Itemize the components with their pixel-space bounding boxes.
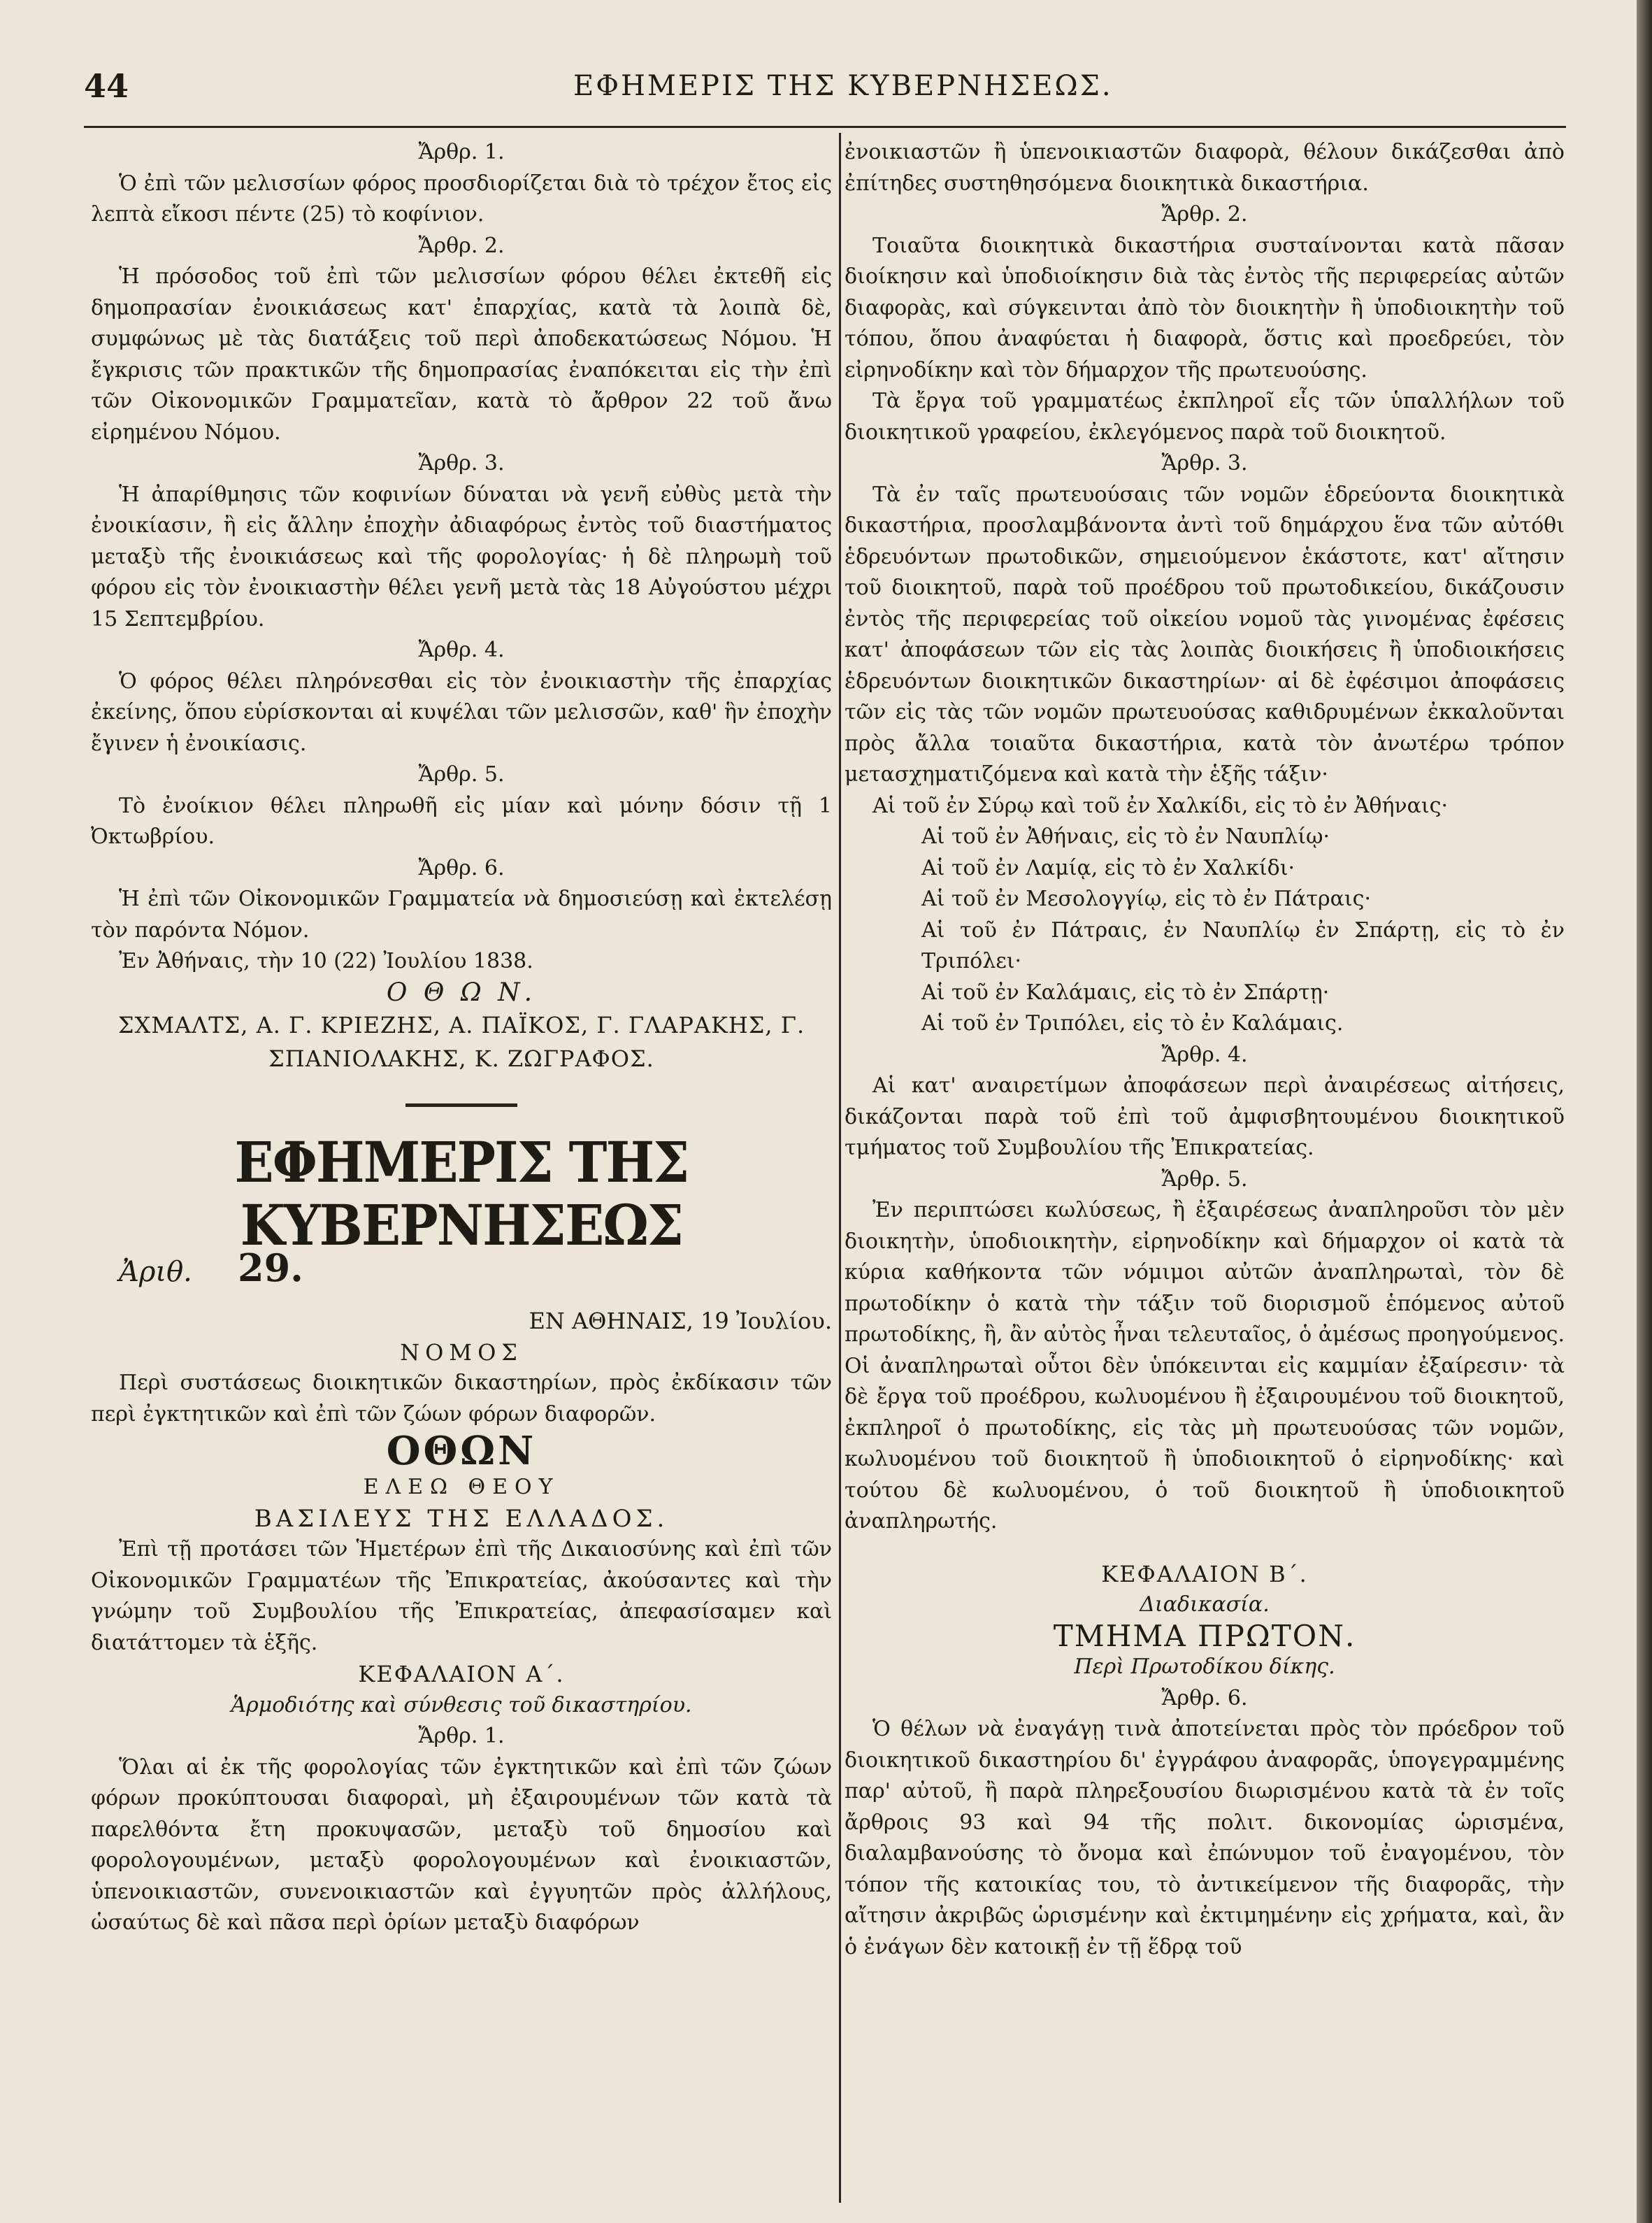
- article-text: Τὰ ἐν ταῖς πρωτευούσαις τῶν νομῶν ἑδρεύοντα διοικητικὰ δικαστήρια, προσλαμβάνοντα ἀντὶ τοῦ δημάρχου ἕνα τῶν αὐτόθι ἑδρευόντων πρωτοδικῶν, σημειούμενον ἑκάστοτε, κατ' αἴτησιν τοῦ διοικητοῦ, παρὰ τοῦ προέδρου τοῦ πρωτοδικείου, δικάζουσιν ἐντὸς τῆς περιφερείας τοῦ οἰκείου νομοῦ τὰς γινομένας ἐφέσεις κατ' ἀποφάσεων τῶν εἰς τὰς λοιπὰς διοικήσεις ἢ ὑποδιοικήσεις ἑδρευόντων διοικητικῶν δικαστηρίων· αἱ δὲ ἐφέσιμοι ἀποφάσεις τῶν εἰς τὰς τῶν νομῶν πρωτευούσας καθιδρυμένων ἐκκαλοῦνται πρὸς ἄλλα τοιαῦτα δικαστήρια, κατὰ τὸν ἀνωτέρω τρόπον μετασχηματιζόμενα καὶ κατὰ τὴν ἑξῆς τάξιν·: [845, 482, 1565, 787]
- article-text: Ἡ ἀπαρίθμησις τῶν κοφινίων δύναται νὰ γενῆ εὐθὺς μετὰ τὴν ἐνοικίασιν, ἢ εἰς ἄλλην ἐποχὴν ἀδιαφόρως ἐντὸς τοῦ διαστήματος μεταξὺ τῆς ἐνοικιάσεως καὶ τῆς φορολογίας· ἡ δὲ πληρωμὴ τοῦ φόρου εἰς τὸν ἐνοικιαστὴν θέλει γενῆ μετὰ τὰς 18 Αὐγούστου μέχρι 15 Σεπτεμβρίου.: [91, 482, 832, 631]
- section-heading: ΤΜΗΜΑ ΠΡΩΤΟΝ.: [1053, 1618, 1356, 1653]
- running-title: ΕΦΗΜΕΡΙΣ ΤΗΣ ΚΥΒΕΡΝΗΣΕΩΣ.: [573, 70, 1113, 102]
- minister-signatures: ΣΧΜΑΛΤΣ, Α. Γ. ΚΡΙΕΖΗΣ, Α. ΠΑΪΚΟΣ, Γ. ΓΛΑΡΑΚΗΣ, Γ. ΣΠΑΝΙΟΛΑΚΗΣ, Κ. ΖΩΓΡΑΦΟΣ.: [117, 1012, 805, 1072]
- by-grace-of-god: ΕΛΕΩ ΘΕΟΥ: [363, 1475, 560, 1499]
- chapter-title: Ἁρμοδιότης καὶ σύνθεσις τοῦ δικαστηρίου.: [231, 1692, 692, 1717]
- article-heading: Ἄρθρ. 2.: [418, 233, 505, 258]
- masthead: ΕΦΗΜΕΡΙΣ ΤΗΣ ΚΥΒΕΡΝΗΣΕΩΣ: [234, 1129, 689, 1258]
- king-signature: Ο Θ Ω Ν.: [386, 978, 537, 1007]
- article-text: Τοιαῦτα διοικητικὰ δικαστήρια συσταίνονται κατὰ πᾶσαν διοίκησιν καὶ ὑποδιοίκησιν διὰ τὰς ἐντὸς τῆς περιφερείας αὐτῶν διαφορὰς, καὶ σύγκεινται ἀπὸ τὸν διοικητὴν ἢ ὑποδιοικητὴν τοῦ τόπου, ὅπου ἀναφύεται ἡ διαφορὰ, ὅστις καὶ προεδρεύει, τὸν εἰρηνοδίκην καὶ τὸν δήμαρχον τῆς πρωτευούσης.: [845, 233, 1565, 383]
- article-text: Ὁ θέλων νὰ ἐναγάγῃ τινὰ ἀποτείνεται πρὸς τὸν πρόεδρον τοῦ διοικητικοῦ δικαστηρίου δι' ἐγγράφου ἀναφορᾶς, ὑπογεγραμμένης παρ' αὐτοῦ, ἢ παρὰ πληρεξουσίου διωρισμένου κατὰ τὰ ἐν τοῖς ἄρθροις 93 καὶ 94 τῆς πολιτ. δικονομίας ὡρισμένα, διαλαμβανούσης τὸ ὄνομα καὶ ἐπώνυμον τοῦ ἐναγομένου, τὸν τόπον τῆς κατοικίας του, τὸ ἀντικείμενον τῆς διαφορᾶς, τὴν αἴτησιν ἀκριβῶς ὡρισμένην καὶ ἐκτιμημένην εἰς χρήματα, καὶ, ἂν ὁ ἐνάγων δὲν κατοικῇ ἐν τῇ ἕδρᾳ τοῦ: [845, 1717, 1565, 1959]
- article-heading: Ἄρθρ. 1.: [418, 140, 505, 164]
- chapter-title: Διαδικασία.: [1140, 1592, 1270, 1617]
- article-heading: Ἄρθρ. 5.: [418, 762, 505, 787]
- law-heading: ΝΟΜΟΣ: [400, 1338, 523, 1366]
- list-item: Αἱ τοῦ ἐν Λαμίᾳ, εἰς τὸ ἐν Χαλκίδι·: [921, 855, 1295, 880]
- article-text: Τὰ ἔργα τοῦ γραμματέως ἐκπληροῖ εἷς τῶν ὑπαλλήλων τοῦ διοικητικοῦ γραφείου, ἐκλεγόμενος παρὰ τοῦ διοικητοῦ.: [845, 389, 1565, 445]
- law-title: Περὶ συστάσεως διοικητικῶν δικαστηρίων, πρὸς ἐκδίκασιν τῶν περὶ ἐγκτητικῶν καὶ ἐπὶ τῶν ζώων φόρων διαφορῶν.: [91, 1371, 832, 1427]
- article-text: Ὁ ἐπὶ τῶν μελισσίων φόρος προσδιορίζεται διὰ τὸ τρέχον ἔτος εἰς λεπτὰ εἴκοσι πέντε (25) τὸ κοφίνιον.: [91, 171, 832, 227]
- list-item: Αἱ τοῦ ἐν Σύρῳ καὶ τοῦ ἐν Χαλκίδι, εἰς τὸ ἐν Ἀθήναις·: [872, 793, 1449, 818]
- column-rule: [839, 133, 841, 2203]
- article-heading: Ἄρθρ. 3.: [1161, 451, 1248, 476]
- article-heading: Ἄρθρ. 6.: [418, 855, 505, 880]
- running-head: [84, 67, 1538, 116]
- page-number: 44: [84, 67, 129, 105]
- issue-number: 29.: [238, 1245, 303, 1290]
- list-item: Αἱ τοῦ ἐν Μεσολογγίῳ, εἰς τὸ ἐν Πάτραις·: [921, 887, 1372, 911]
- continued-text: ἐνοικιαστῶν ἢ ὑπενοικιαστῶν διαφορὰ, θέλουν δικάζεσθαι ἀπὸ ἐπίτηδες συστηθησόμενα διοικητικὰ δικαστήρια.: [845, 140, 1565, 196]
- king-name: ΟΘΩΝ: [386, 1428, 537, 1474]
- article-heading: Ἄρθρ. 4.: [1161, 1042, 1248, 1067]
- right-column: [845, 137, 1565, 1963]
- list-item: Αἱ τοῦ ἐν Πάτραις, ἐν Ναυπλίῳ ἐν Σπάρτῃ, εἰς τὸ ἐν Τριπόλει·: [921, 917, 1565, 973]
- dateline: ΕΝ ΑΘΗΝΑΙΣ, 19 Ἰουλίου.: [529, 1308, 832, 1334]
- header-rule: [84, 126, 1566, 128]
- article-heading: Ἄρθρ. 3.: [418, 451, 505, 476]
- left-column: [91, 137, 832, 1939]
- list-item: Αἱ τοῦ ἐν Τριπόλει, εἰς τὸ ἐν Καλάμαις.: [921, 1011, 1344, 1036]
- king-title: ΒΑΣΙΛΕΥΣ ΤΗΣ ΕΛΛΑΔΟΣ.: [254, 1504, 669, 1533]
- book-spine-shadow: [1637, 0, 1652, 2223]
- section-title: Περὶ Πρωτοδίκου δίκης.: [1074, 1654, 1335, 1679]
- article-text: Αἱ κατ' αναιρετίμων ἀποφάσεων περὶ ἀναιρέσεως αἰτήσεις, δικάζονται παρὰ τοῦ ἐπὶ τοῦ ἀμφισβητουμένου διοικητικοῦ τμήματος τοῦ Συμβουλίου τῆς Ἐπικρατείας.: [845, 1073, 1565, 1160]
- article-text: Τὸ ἐνοίκιον θέλει πληρωθῆ εἰς μίαν καὶ μόνην δόσιν τῇ 1 Ὀκτωβρίου.: [91, 793, 832, 849]
- article-heading: Ἄρθρ. 4.: [418, 638, 505, 662]
- list-item: Αἱ τοῦ ἐν Ἀθήναις, εἰς τὸ ἐν Ναυπλίῳ·: [921, 824, 1330, 849]
- chapter-heading: ΚΕΦΑΛΑΙΟΝ Β΄.: [1101, 1560, 1308, 1587]
- issue-label: Ἀριθ.: [119, 1256, 192, 1288]
- section-divider: [405, 1103, 517, 1107]
- article-heading: Ἄρθρ. 1.: [418, 1724, 505, 1748]
- article-text: Ἐν περιπτώσει κωλύσεως, ἢ ἐξαιρέσεως ἀναπληροῦσι τὸν μὲν διοικητὴν, ὑποδιοικητὴν, εἰρηνοδίκην καὶ δήμαρχον οἱ κατὰ τὰ κύρια καθήκοντα τῶν νόμιμοι αὐτῶν ἀναπληρωταὶ, τὸν δὲ πρωτοδίκην ὁ κατὰ τὴν τάξιν τοῦ διορισμοῦ ἑπόμενος αὐτοῦ πρωτοδίκης, ἢ, ἂν αὐτὸς ἦναι τελευταῖος, ὁ ἀμέσως προηγούμενος. Οἱ ἀναπληρωταὶ οὗτοι δὲν ὑπόκεινται εἰς καμμίαν ἐξαίρεσιν· τὰ δὲ ἔργα τοῦ προέδρου, κωλυομένου ἢ ἐξαιρουμένου τοῦ διοικητοῦ, ἐκπληροῖ ὁ πρωτοδίκης, εἰς τὰς μὴ πρωτευούσας τῶν νομῶν, κωλυομένου τοῦ διοικητοῦ ἢ ὑποδιοικητοῦ ὁ εἰρηνοδίκης· καὶ τούτου δὲ κωλυομένου, ὁ τοῦ διοικητοῦ ἢ ὑποδιοικητοῦ ἀναπληρωτής.: [845, 1198, 1565, 1534]
- article-text: Ὁ φόρος θέλει πληρόνεσθαι εἰς τὸν ἐνοικιαστὴν τῆς ἐπαρχίας ἐκείνης, ὅπου εὑρίσκονται αἱ κυψέλαι τῶν μελισσῶν, καθ' ἣν ἐποχὴν ἔγινεν ἡ ἐνοικίασις.: [91, 669, 832, 756]
- article-text: Ὅλαι αἱ ἐκ τῆς φορολογίας τῶν ἐγκτητικῶν καὶ ἐπὶ τῶν ζώων φόρων προκύπτουσαι διαφοραὶ, μὴ ἐξαιρουμένων τῶν κατὰ τὰ παρελθόντα ἔτη προκυψασῶν, μεταξὺ τοῦ δημοσίου καὶ φορολογουμένων, μεταξὺ φορολογουμένων καὶ ἐνοικιαστῶν, ὑπενοικιαστῶν, συνενοικιαστῶν καὶ ἐγγυητῶν πρὸς ἀλλήλους, ὡσαύτως δὲ καὶ πᾶσα περὶ ὁρίων μεταξὺ διαφόρων: [91, 1754, 832, 1935]
- preamble: Ἐπὶ τῇ προτάσει τῶν Ἡμετέρων ἐπὶ τῆς Δικαιοσύνης καὶ ἐπὶ τῶν Οἰκονομικῶν Γραμματέων τῆς Ἐπικρατείας, ἀκούσαντες καὶ τὴν γνώμην τοῦ Συμβουλίου τῆς Ἐπικρατείας, ἀπεφασίσαμεν καὶ διατάττομεν τὰ ἑξῆς.: [91, 1537, 832, 1655]
- article-heading: Ἄρθρ. 6.: [1161, 1685, 1248, 1710]
- chapter-heading: ΚΕΦΑΛΑΙΟΝ Α΄.: [358, 1661, 565, 1687]
- issue-row: [91, 1245, 832, 1306]
- article-text: Ἡ ἐπὶ τῶν Οἰκονομικῶν Γραμματεία νὰ δημοσιεύσῃ καὶ ἐκτελέσῃ τὸν παρόντα Νόμον.: [91, 887, 832, 943]
- article-heading: Ἄρθρ. 5.: [1161, 1166, 1248, 1192]
- list-item: Αἱ τοῦ ἐν Καλάμαις, εἰς τὸ ἐν Σπάρτῃ·: [921, 980, 1330, 1005]
- article-heading: Ἄρθρ. 2.: [1161, 202, 1248, 227]
- article-text: Ἡ πρόσοδος τοῦ ἐπὶ τῶν μελισσίων φόρου θέλει ἐκτεθῆ εἰς δημοπρασίαν ἐνοικιάσεως κατ' ἐπαρχίας, κατὰ τὰ λοιπὰ δὲ, συμφώνως μὲ τὰς διατάξεις τοῦ περὶ ἀποδεκατώσεως Νόμου. Ἡ ἔγκρισις τῶν πρακτικῶν τῆς δημοπρασίας ἐναπόκειται εἰς τὴν ἐπὶ τῶν Οἰκονομικῶν Γραμματεῖαν, κατὰ τὸ ἄρθρον 22 τοῦ ἄνω εἰρημένου Νόμου.: [91, 264, 832, 445]
- law-date: Ἐν Ἀθήναις, τὴν 10 (22) Ἰουλίου 1838.: [119, 949, 533, 973]
